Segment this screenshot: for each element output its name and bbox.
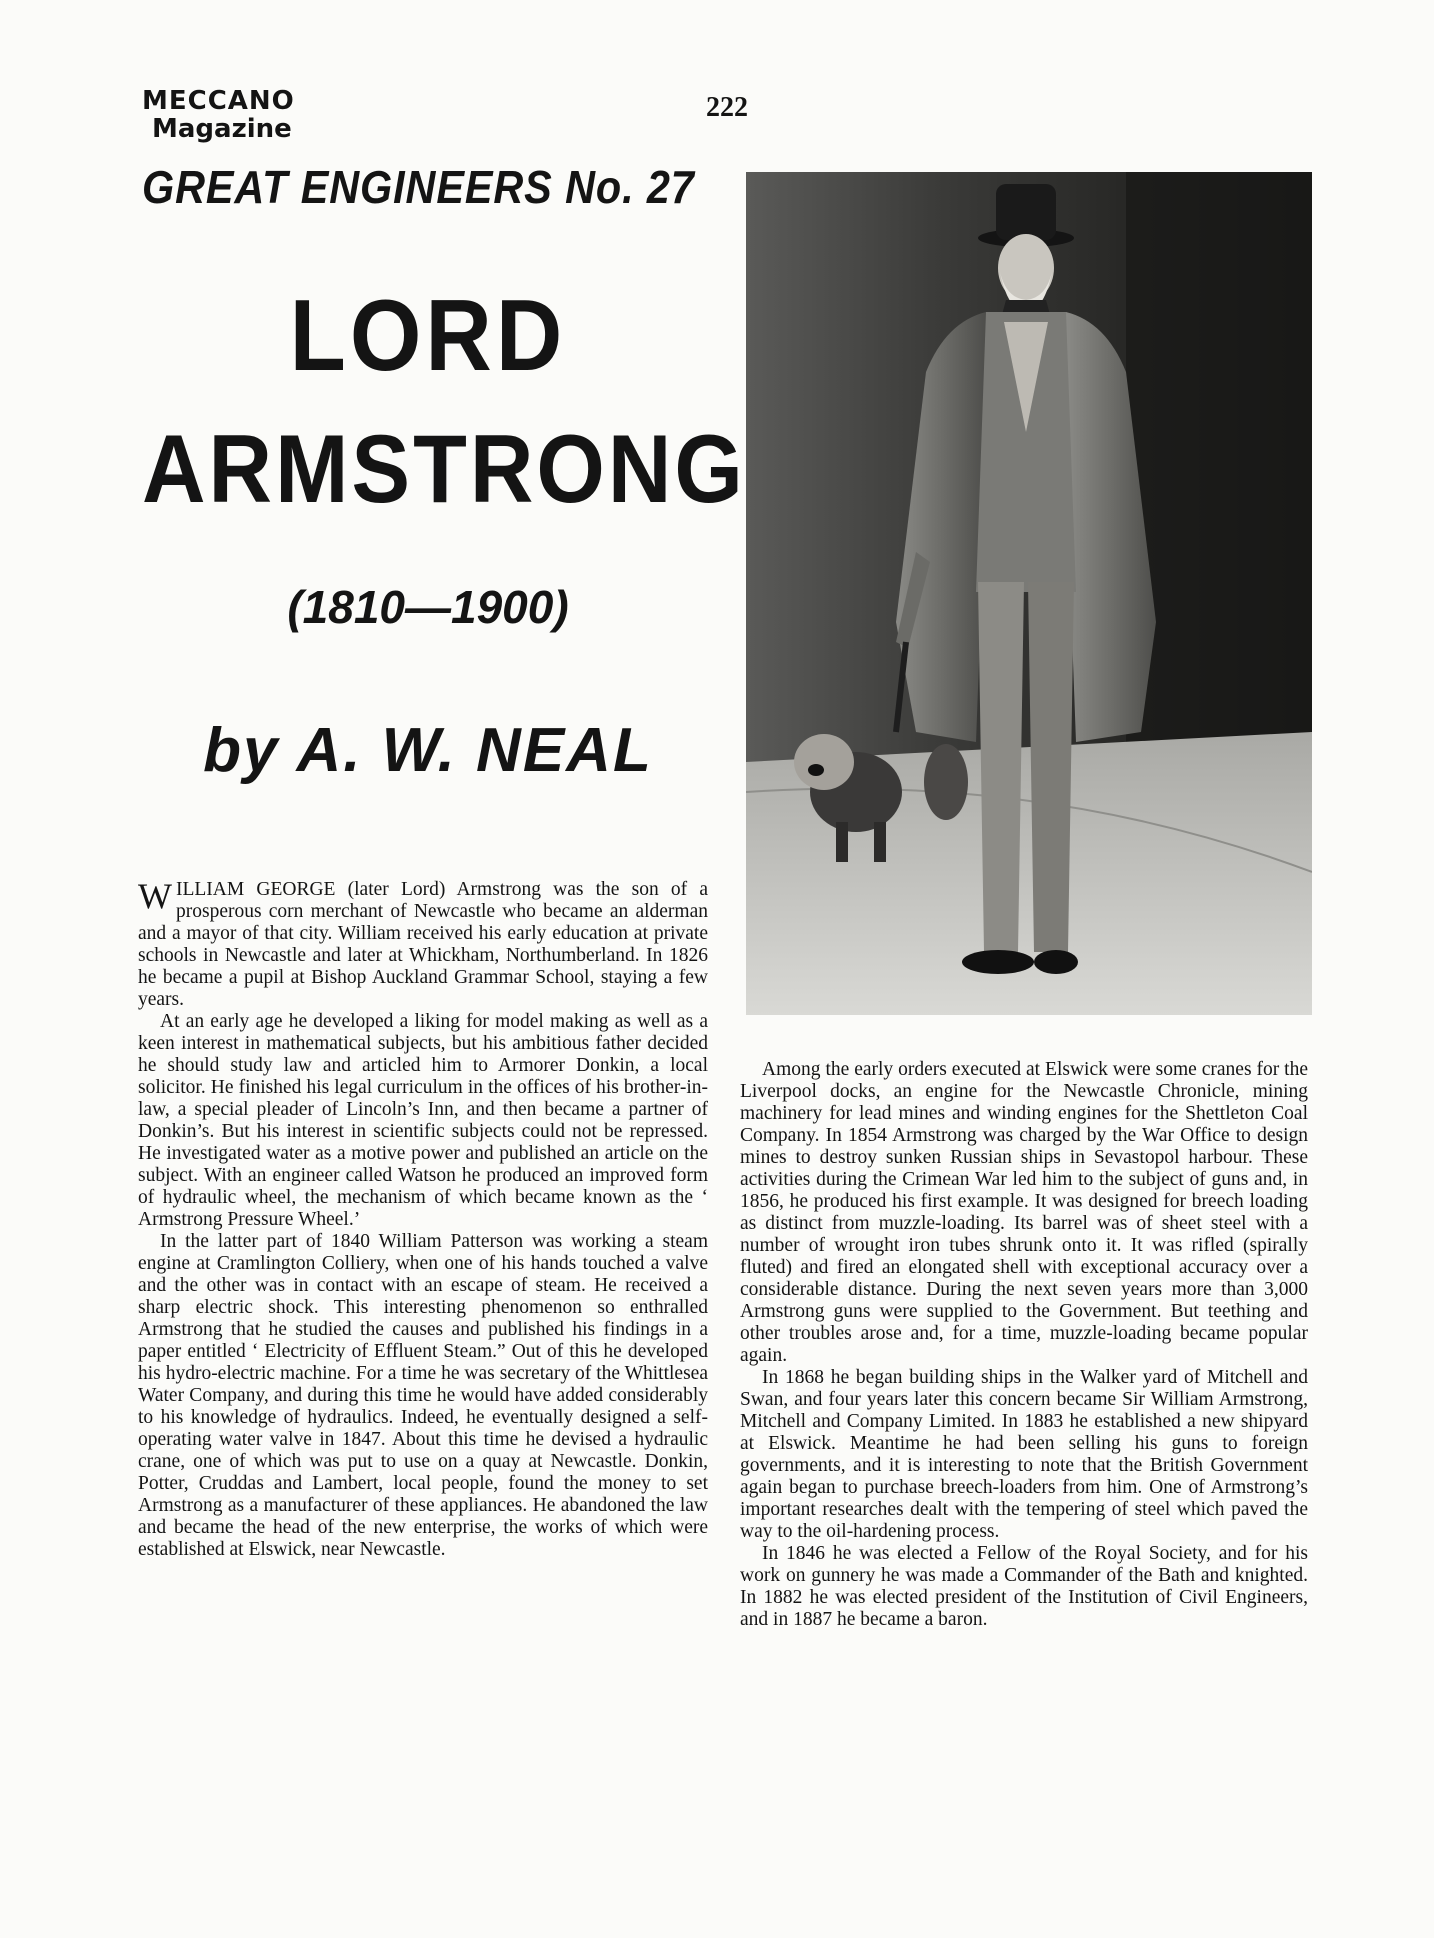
paragraph: Among the early orders executed at Elswick were some cranes for the Liverpool docks, an engine for the Newcastle Chronicle, mining machinery for lead mines and winding engines for the Shettleton Coal Company. In 1854 Armstrong was charged by the War Office to design mines to destroy sunken Russian ships in Sevastopol harbour. These activities during the Crimean War led him to the subject of guns and, in 1856, he produced his first example. It was designed for breech loading as distinct from muzzle-loading. Its barrel was of sheet steel with a number of wrought iron tubes shrunk onto it. It was rifled (spirally fluted) and fired an elongated shell with exceptional accuracy over a considerable distance. During the next seven years more than 3,000 Armstrong guns were supplied to the Government. But teething and other troubles arose and, for a time, muzzle-loading became popular again. <box>740 1059 1308 1366</box>
paragraph <box>138 876 708 1011</box>
paragraph-text: ILLIAM GEORGE (later Lord) Armstrong was the son of a prosperous corn merchant of Newcastle who became an alderman and a mayor of that city. William received his early education at private schools in Newcastle and later at Whickham, Northumberland. In 1826 he became a pupil at Bishop Auckland Grammar School, staying a few years. <box>138 879 708 1010</box>
right-column <box>740 1059 1308 1631</box>
page-number: 222 <box>706 92 748 123</box>
paragraph: In 1868 he began building ships in the Walker yard of Mitchell and Swan, and four years later this concern became Sir William Armstrong, Mitchell and Company Limited. In 1883 he established a new shipyard at Elswick. Meantime he had been selling his guns to foreign governments, and it is interesting to note that the British Government again began to purchase breech-loaders from him. One of Armstrong’s important researches dealt with the tempering of steel which paved the way to the oil-hardening process. <box>740 1367 1308 1542</box>
paragraph: In the latter part of 1840 William Patterson was working a steam engine at Cramlington Colliery, when one of his hands touched a valve and the other was in contact with an escape of steam. He received a sharp electric shock. This interesting phenomenon so enthralled Armstrong that he studied the causes and published his findings in a paper entitled ‘ Electricity of Effluent Steam.” Out of this he developed his hydro-electric machine. For a time he was secretary of the Whittlesea Water Company, and during this time he would have added considerably to his knowledge of hydraulics. Indeed, he eventually designed a self-operating water valve in 1847. About this time he devised a hydraulic crane, one of which was put to use on a quay at Newcastle. Donkin, Potter, Cruddas and Lambert, local people, found the money to set Armstrong as a manufacturer of these appliances. He abandoned the law and became the head of the new enterprise, the works of which were established at Elswick, near Newcastle. <box>138 1231 708 1560</box>
byline: by A. W. NEAL <box>203 716 653 785</box>
title-line-1: LORD <box>289 279 567 393</box>
life-dates: (1810—1900) <box>287 581 569 633</box>
title-line-2: ARMSTRONG <box>142 414 746 523</box>
masthead-meccano: MECCANO <box>142 86 295 116</box>
series-heading: GREAT ENGINEERS No. 27 <box>142 161 695 213</box>
left-column <box>138 876 708 1561</box>
masthead-magazine: Magazine <box>152 114 292 144</box>
paragraph: In 1846 he was elected a Fellow of the Royal Society, and for his work on gunnery he was made a Commander of the Bath and knighted. In 1882 he was elected president of the Institution of Civil Engineers, and in 1887 he became a baron. <box>740 1543 1308 1630</box>
portrait-photo <box>746 172 1312 1015</box>
drop-cap: W <box>138 876 172 916</box>
portrait-illustration <box>746 172 1312 1015</box>
masthead <box>142 88 295 142</box>
paragraph: At an early age he developed a liking for model making as well as a keen interest in mathematical subjects, but his ambitious father decided he should study law and articled him to Armorer Donkin, a local solicitor. He finished his legal curriculum in the offices of his brother-in-law, a special pleader of Lincoln’s Inn, and then became a partner of Donkin’s. But his interest in scientific subjects could not be repressed. He investigated water as a motive power and published an article on the subject. With an engineer called Watson he produced an improved form of hydraulic wheel, the mechanism of which became known as the ‘ Armstrong Pressure Wheel.’ <box>138 1011 708 1230</box>
